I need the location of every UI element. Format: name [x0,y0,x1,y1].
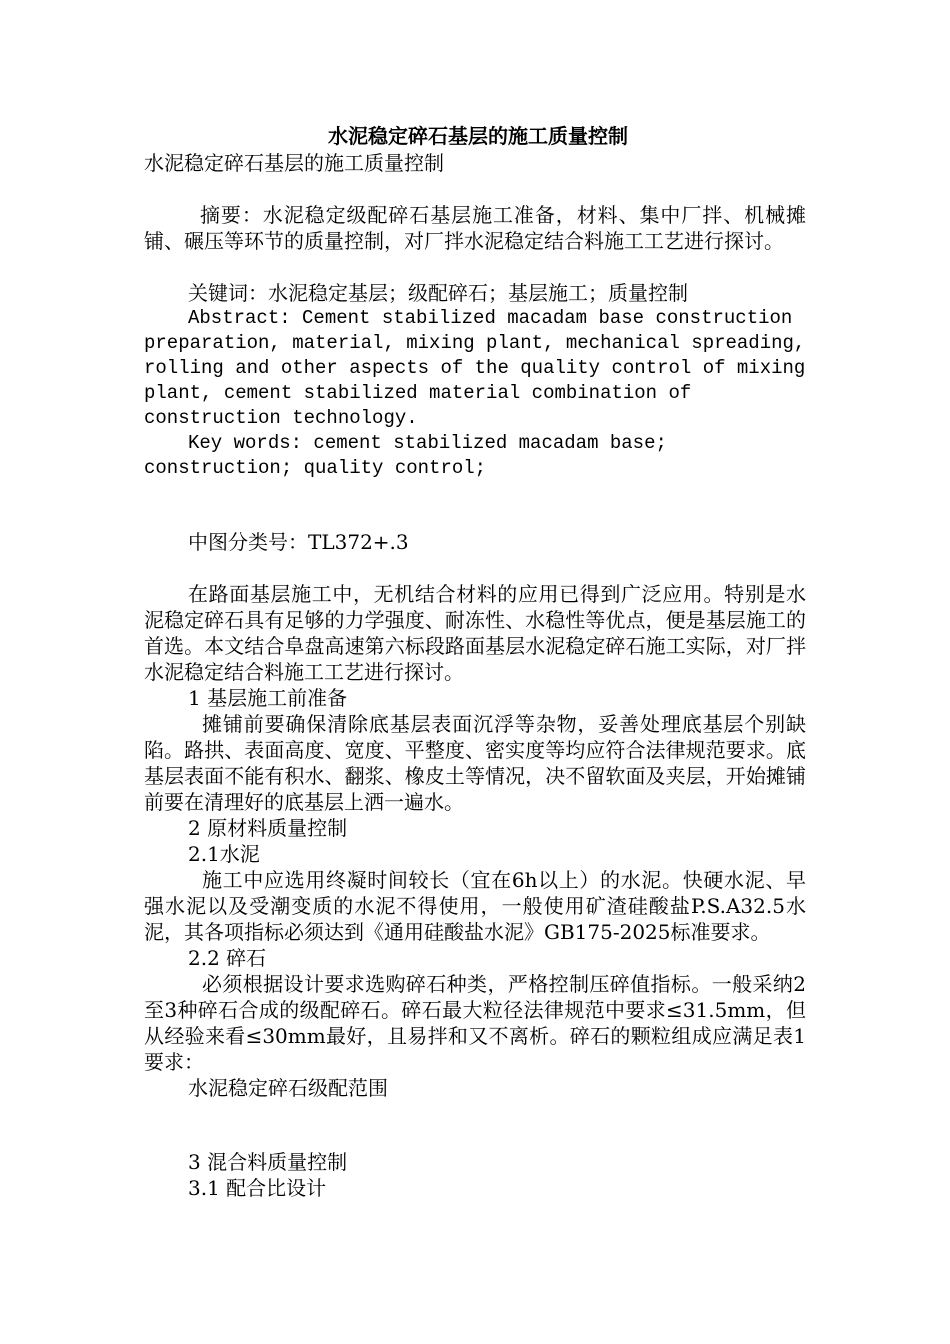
section-2-heading: 2 原材料质量控制 [188,816,348,840]
section-1-body: 摊铺前要确保清除底基层表面沉浮等杂物，妥善处理底基层个别缺陷。路拱、表面高度、宽度、平整度、密实度等均应符合法律规范要求。底基层表面不能有积水、翻浆、橡皮土等情况，决不留软面及夹层，开始摊铺前要在清理好的底基层上洒一遍水。 [144,712,806,814]
table-caption: 水泥稳定碎石级配范围 [188,1076,388,1100]
spacer [144,555,806,581]
spacer [144,176,806,202]
section-1-heading: 1 基层施工前准备 [188,686,348,710]
section-3-1-heading: 3.1 配合比设计 [188,1176,327,1200]
spacer [144,254,806,280]
section-2-2-body: 必须根据设计要求选购碎石种类，严格控制压碎值指标。一般采纳2至3种碎石合成的级配碎石。碎石最大粒径法律规范中要求≤31.5mm，但从经验来看≤30mm最好，且易拌和又不离析。碎石的颗粒组成应满足表1要求： [144,972,806,1074]
spacer [144,481,806,529]
spacer [144,1101,806,1149]
document-subtitle: 水泥稳定碎石基层的施工质量控制 [144,151,444,175]
section-2-1-body: 施工中应选用终凝时间较长（宜在6h以上）的水泥。快硬水泥、早强水泥以及受潮变质的水泥不得使用，一般使用矿渣硅酸盐P.S.A32.5水泥，其各项指标必须达到《通用硅酸盐水泥》GB175-2025标准要求。 [144,868,806,944]
section-2-1-heading: 2.1水泥 [188,842,260,866]
section-2-2-heading: 2.2 碎石 [188,946,267,970]
abstract-cn: 摘要：水泥稳定级配碎石基层施工准备，材料、集中厂拌、机械摊铺、碾压等环节的质量控制，对厂拌水泥稳定结合料施工工艺进行探讨。 [144,203,806,253]
keywords-en: Key words: cement stabilized macadam base; construction; quality control; [144,432,667,479]
classification-number: 中图分类号：TL372+.3 [188,530,409,554]
intro-paragraph: 在路面基层施工中，无机结合材料的应用已得到广泛应用。特别是水泥稳定碎石具有足够的力学强度、耐冻性、水稳性等优点，便是基层施工的首选。本文结合阜盘高速第六标段路面基层水泥稳定碎石施工实际，对厂拌水泥稳定结合料施工工艺进行探讨。 [144,582,806,684]
abstract-en: Abstract: Cement stabilized macadam base construction preparation, material, mixing plant, mechanical spreading, rolling and other aspects of the quality control of mixing plant, cement stabilized material combination of construction technology. [144,307,806,429]
keywords-cn: 关键词：水泥稳定基层；级配碎石；基层施工；质量控制 [188,281,688,305]
document-title: 水泥稳定碎石基层的施工质量控制 [328,124,628,148]
section-3-heading: 3 混合料质量控制 [188,1150,348,1174]
document-page [144,118,806,1201]
